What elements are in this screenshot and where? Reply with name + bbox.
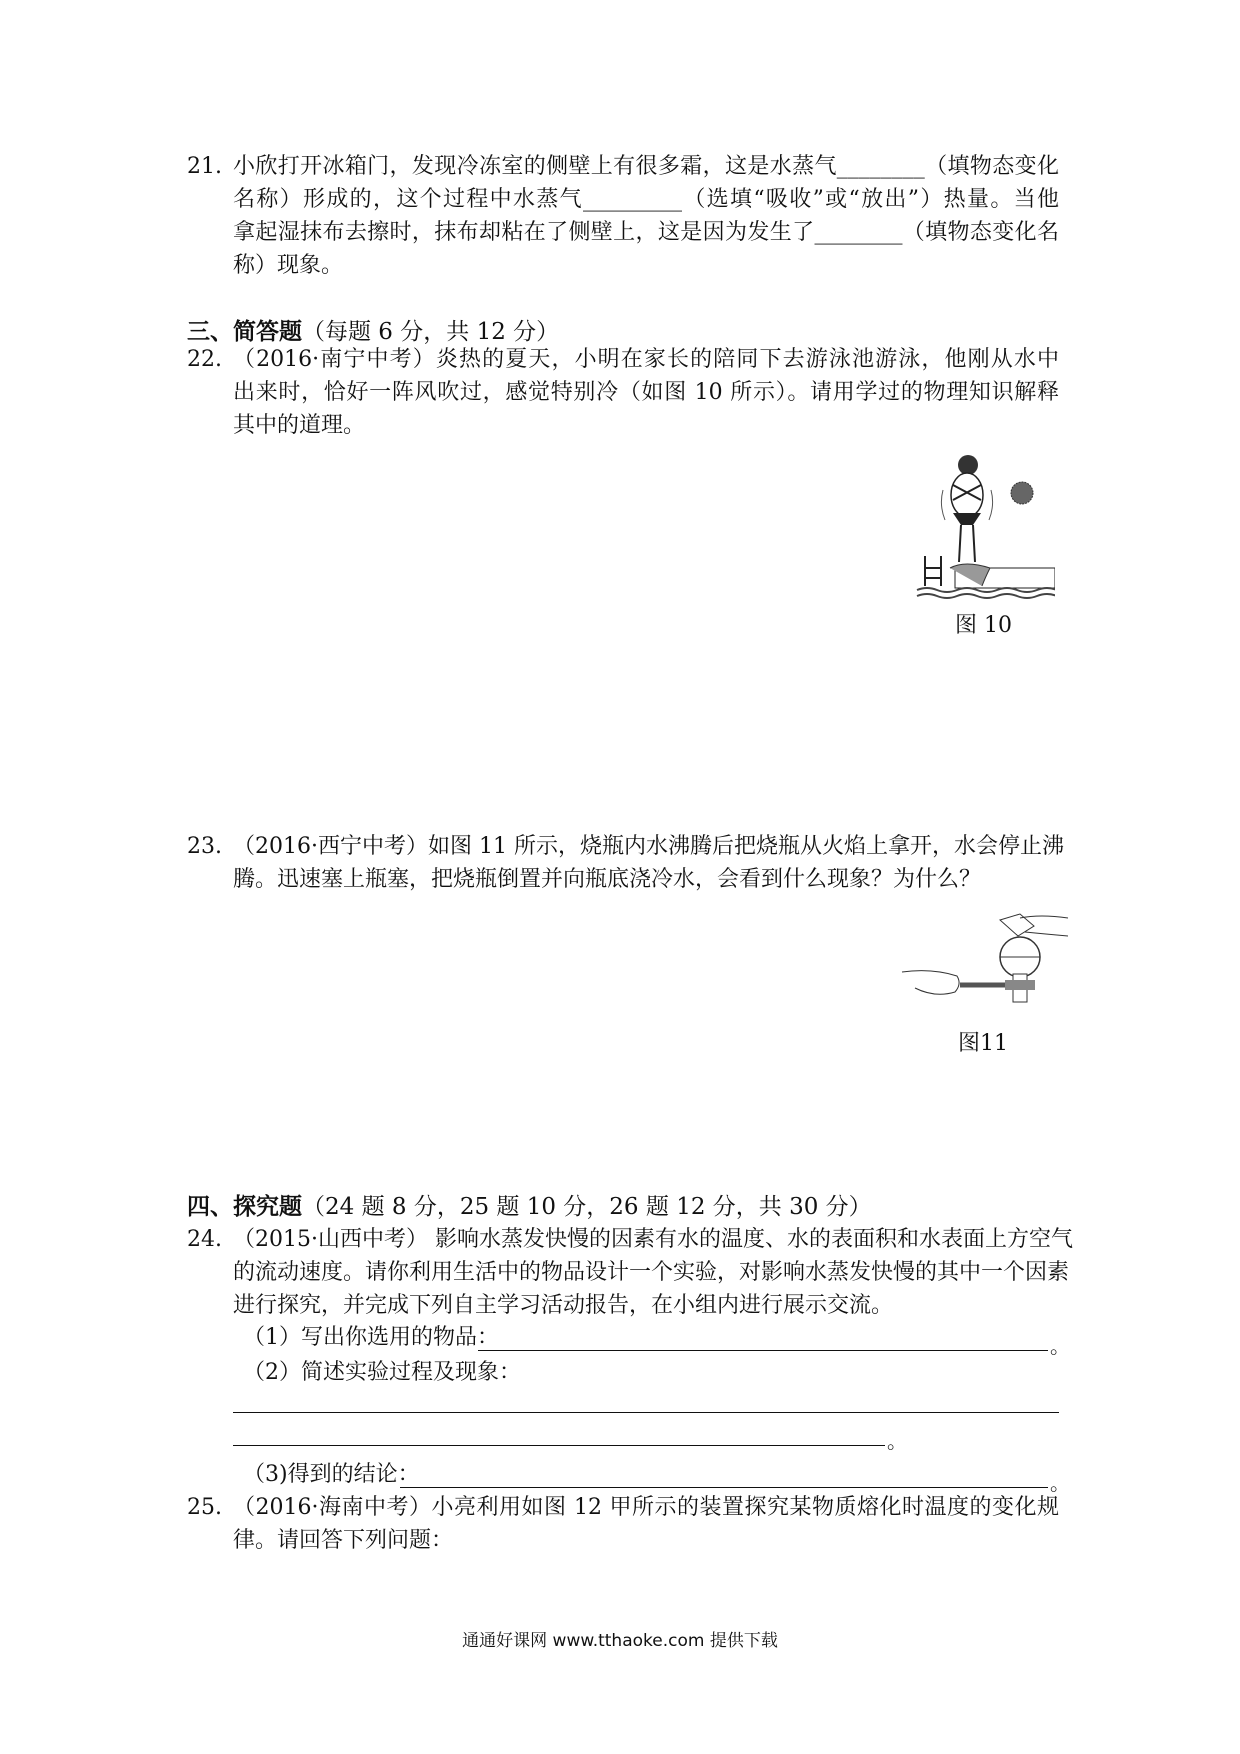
question-22-line-1: （2016·南宁中考）炎热的夏天，小明在家长的陪同下去游泳池游泳，他刚从水中 bbox=[233, 347, 1059, 372]
question-21-line-2: 名称）形成的，这个过程中水蒸气_________（选填“吸收”或“放出”）热量。当他 bbox=[233, 187, 1059, 212]
section-3-title: 三、简答题 bbox=[187, 319, 302, 345]
question-24-number: 24. bbox=[187, 1227, 222, 1252]
question-21-line-1: 小欣打开冰箱门，发现冷冻室的侧壁上有很多霜，这是水蒸气________（填物态变化 bbox=[233, 154, 1059, 179]
period: 。 bbox=[1050, 1471, 1070, 1495]
question-25-line-2: 律。请回答下列问题： bbox=[233, 1528, 454, 1553]
figure-10-caption: 图 10 bbox=[955, 613, 1012, 638]
answer-line-part-1[interactable] bbox=[478, 1350, 1048, 1351]
figure-11-flask-illustration bbox=[900, 910, 1070, 1010]
question-25-line-1: （2016·海南中考）小亮利用如图 12 甲所示的装置探究某物质熔化时温度的变化规 bbox=[233, 1495, 1059, 1520]
question-22-line-3: 其中的道理。 bbox=[233, 413, 366, 438]
question-24-part-2-label: （2）简述实验过程及现象： bbox=[243, 1360, 521, 1385]
question-22-line-2: 出来时，恰好一阵风吹过，感觉特别冷（如图 10 所示）。请用学过的物理知识解释 bbox=[233, 380, 1059, 405]
figure-11-caption: 图11 bbox=[958, 1031, 1008, 1056]
question-21-number: 21. bbox=[187, 154, 222, 179]
answer-line-part-2a[interactable] bbox=[233, 1412, 1059, 1413]
question-24-part-3-label: （3)得到的结论： bbox=[243, 1462, 420, 1487]
period: 。 bbox=[887, 1429, 907, 1453]
section-3-note: （每题 6 分，共 12 分） bbox=[302, 319, 560, 345]
answer-line-part-2b[interactable] bbox=[233, 1445, 885, 1446]
section-4-heading bbox=[187, 1191, 872, 1223]
question-23-line-2: 腾。迅速塞上瓶塞，把烧瓶倒置并向瓶底浇冷水，会看到什么现象？为什么？ bbox=[233, 867, 982, 892]
question-21-line-3: 拿起湿抹布去擦时，抹布却粘在了侧壁上，这是因为发生了________（填物态变化名 bbox=[233, 220, 1059, 245]
question-21-line-4: 称）现象。 bbox=[233, 253, 344, 278]
question-24-line-2: 的流动速度。请你利用生活中的物品设计一个实验，对影响水蒸发快慢的其中一个因素 bbox=[233, 1260, 1070, 1285]
question-22-number: 22. bbox=[187, 347, 222, 372]
section-4-note: （24 题 8 分，25 题 10 分，26 题 12 分，共 30 分） bbox=[302, 1194, 872, 1220]
question-24-part-1-label: （1）写出你选用的物品： bbox=[243, 1325, 499, 1350]
answer-line-part-3[interactable] bbox=[400, 1487, 1048, 1488]
section-3-heading bbox=[187, 316, 559, 348]
figure-10-swimmer-illustration bbox=[915, 450, 1055, 600]
question-24-line-3: 进行探究，并完成下列自主学习活动报告，在小组内进行展示交流。 bbox=[233, 1293, 894, 1318]
section-4-title: 四、探究题 bbox=[187, 1194, 302, 1220]
question-24-line-1: （2015·山西中考） 影响水蒸发快慢的因素有水的温度、水的表面积和水表面上方空气 bbox=[233, 1227, 1073, 1252]
period: 。 bbox=[1050, 1334, 1070, 1358]
question-23-line-1: （2016·西宁中考）如图 11 所示，烧瓶内水沸腾后把烧瓶从火焰上拿开，水会停止沸 bbox=[233, 834, 1064, 859]
question-23-number: 23. bbox=[187, 834, 222, 859]
question-25-number: 25. bbox=[187, 1495, 222, 1520]
footer-source: 通通好课网 www.tthaoke.com 提供下载 bbox=[462, 1631, 778, 1651]
